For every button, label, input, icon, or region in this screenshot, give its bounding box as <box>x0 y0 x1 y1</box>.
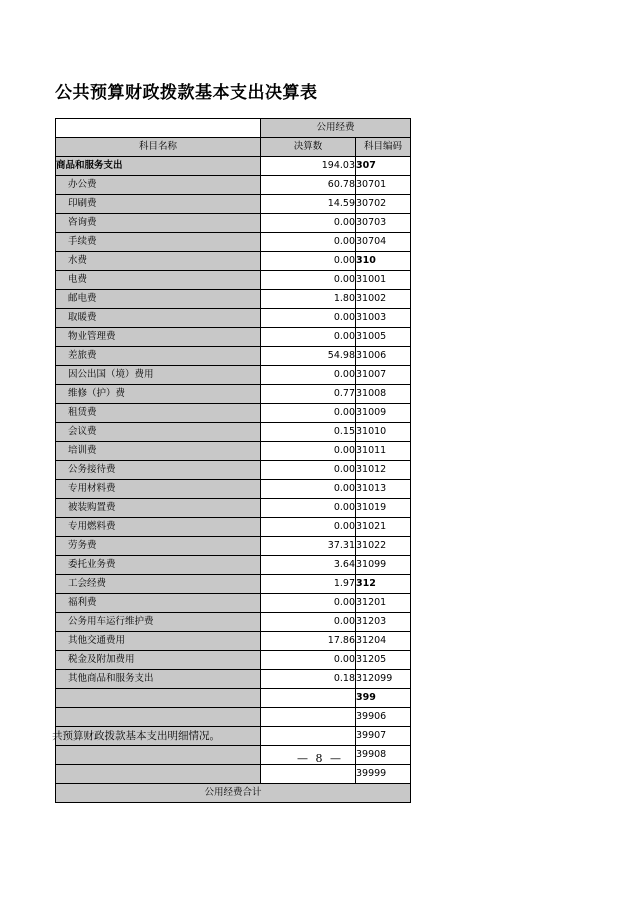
cell-subject-code: 31003 <box>356 309 411 328</box>
table-group-header-row <box>56 119 411 138</box>
table-row <box>56 537 411 556</box>
footnote-text: 共预算财政拨款基本支出明细情况。 <box>52 730 220 742</box>
total-label: 公用经费合计 <box>56 784 411 803</box>
table-row <box>56 689 411 708</box>
cell-subject-name: 商品和服务支出 <box>56 157 261 176</box>
cell-subject-code: 31011 <box>356 442 411 461</box>
table-row <box>56 404 411 423</box>
table-footer <box>56 784 411 803</box>
cell-final-amount: 0.00 <box>261 328 356 347</box>
table-row <box>56 651 411 670</box>
cell-subject-code: 31099 <box>356 556 411 575</box>
cell-final-amount: 60.78 <box>261 176 356 195</box>
cell-subject-code: 39907 <box>356 727 411 746</box>
cell-subject-code: 31203 <box>356 613 411 632</box>
table-row <box>56 632 411 651</box>
cell-subject-name: 专用燃料费 <box>56 518 261 537</box>
total-row <box>56 784 411 803</box>
budget-table-container <box>55 118 410 803</box>
cell-final-amount: 0.00 <box>261 233 356 252</box>
cell-subject-name: 专用材料费 <box>56 480 261 499</box>
table-row <box>56 366 411 385</box>
cell-subject-name: 劳务费 <box>56 537 261 556</box>
table-row <box>56 670 411 689</box>
cell-subject-name: 办公费 <box>56 176 261 195</box>
table-row <box>56 708 411 727</box>
cell-subject-code: 30701 <box>356 176 411 195</box>
cell-subject-name: 差旅费 <box>56 347 261 366</box>
cell-subject-code: 312099 <box>356 670 411 689</box>
cell-subject-code: 31201 <box>356 594 411 613</box>
cell-final-amount: 0.00 <box>261 461 356 480</box>
cell-final-amount: 17.86 <box>261 632 356 651</box>
cell-subject-name: 公务接待费 <box>56 461 261 480</box>
cell-subject-name <box>56 708 261 727</box>
table-row <box>56 195 411 214</box>
group-header-label: 公用经费 <box>261 119 411 138</box>
cell-subject-code: 307 <box>356 157 411 176</box>
cell-subject-code: 31005 <box>356 328 411 347</box>
cell-final-amount: 0.00 <box>261 366 356 385</box>
table-row <box>56 518 411 537</box>
cell-subject-name: 电费 <box>56 271 261 290</box>
cell-subject-name: 其他交通费用 <box>56 632 261 651</box>
cell-final-amount: 0.00 <box>261 404 356 423</box>
page-number: — 8 — <box>297 752 343 765</box>
cell-subject-code: 399 <box>356 689 411 708</box>
table-row <box>56 157 411 176</box>
cell-subject-name: 手续费 <box>56 233 261 252</box>
cell-subject-name: 因公出国（境）费用 <box>56 366 261 385</box>
cell-subject-name: 邮电费 <box>56 290 261 309</box>
cell-final-amount: 0.00 <box>261 613 356 632</box>
table-body <box>56 157 411 784</box>
budget-table <box>55 118 411 803</box>
cell-final-amount: 0.77 <box>261 385 356 404</box>
cell-subject-name: 被装购置费 <box>56 499 261 518</box>
cell-subject-name: 咨询费 <box>56 214 261 233</box>
table-row <box>56 556 411 575</box>
cell-final-amount: 1.97 <box>261 575 356 594</box>
cell-subject-name: 维修（护）费 <box>56 385 261 404</box>
table-header <box>56 119 411 157</box>
table-row <box>56 385 411 404</box>
cell-subject-name: 培训费 <box>56 442 261 461</box>
table-row <box>56 594 411 613</box>
table-row <box>56 423 411 442</box>
cell-subject-name: 印刷费 <box>56 195 261 214</box>
table-row <box>56 347 411 366</box>
table-row <box>56 290 411 309</box>
cell-subject-code: 31012 <box>356 461 411 480</box>
table-row <box>56 252 411 271</box>
cell-final-amount <box>261 727 356 746</box>
cell-subject-code: 312 <box>356 575 411 594</box>
cell-subject-code: 31019 <box>356 499 411 518</box>
cell-subject-code: 39999 <box>356 765 411 784</box>
cell-final-amount: 0.00 <box>261 518 356 537</box>
table-column-header-row <box>56 138 411 157</box>
cell-subject-code: 31013 <box>356 480 411 499</box>
cell-subject-name: 委托业务费 <box>56 556 261 575</box>
cell-final-amount: 194.03 <box>261 157 356 176</box>
cell-final-amount: 1.80 <box>261 290 356 309</box>
cell-subject-code: 31009 <box>356 404 411 423</box>
cell-final-amount: 37.31 <box>261 537 356 556</box>
cell-subject-code: 39906 <box>356 708 411 727</box>
cell-subject-code: 31022 <box>356 537 411 556</box>
cell-final-amount: 0.15 <box>261 423 356 442</box>
cell-final-amount: 0.00 <box>261 442 356 461</box>
cell-final-amount: 0.00 <box>261 309 356 328</box>
group-header-spacer <box>56 119 261 138</box>
cell-subject-code: 31204 <box>356 632 411 651</box>
cell-subject-name <box>56 689 261 708</box>
cell-subject-code: 31008 <box>356 385 411 404</box>
table-row <box>56 233 411 252</box>
cell-subject-code: 31205 <box>356 651 411 670</box>
cell-final-amount <box>261 708 356 727</box>
cell-subject-code: 310 <box>356 252 411 271</box>
cell-subject-code: 31010 <box>356 423 411 442</box>
table-row <box>56 309 411 328</box>
cell-subject-name: 物业管理费 <box>56 328 261 347</box>
cell-subject-name: 会议费 <box>56 423 261 442</box>
table-row <box>56 328 411 347</box>
column-header-name: 科目名称 <box>56 138 261 157</box>
cell-subject-name: 公务用车运行维护费 <box>56 613 261 632</box>
cell-subject-code: 30703 <box>356 214 411 233</box>
cell-final-amount: 14.59 <box>261 195 356 214</box>
table-row <box>56 214 411 233</box>
cell-final-amount: 0.18 <box>261 670 356 689</box>
cell-subject-code: 30702 <box>356 195 411 214</box>
cell-final-amount: 0.00 <box>261 480 356 499</box>
cell-subject-code: 31002 <box>356 290 411 309</box>
cell-subject-code: 31007 <box>356 366 411 385</box>
cell-subject-name: 税金及附加费用 <box>56 651 261 670</box>
cell-subject-code: 31001 <box>356 271 411 290</box>
table-row <box>56 499 411 518</box>
cell-subject-code: 30704 <box>356 233 411 252</box>
cell-final-amount: 0.00 <box>261 252 356 271</box>
cell-final-amount: 0.00 <box>261 499 356 518</box>
column-header-code: 科目编码 <box>356 138 411 157</box>
page-title: 公共预算财政拨款基本支出决算表 <box>55 83 318 103</box>
table-row <box>56 442 411 461</box>
cell-final-amount: 0.00 <box>261 271 356 290</box>
cell-subject-name: 其他商品和服务支出 <box>56 670 261 689</box>
table-row <box>56 765 411 784</box>
cell-subject-name: 福利费 <box>56 594 261 613</box>
table-row <box>56 461 411 480</box>
cell-final-amount <box>261 689 356 708</box>
cell-subject-name: 工会经费 <box>56 575 261 594</box>
cell-final-amount: 3.64 <box>261 556 356 575</box>
cell-subject-code: 31006 <box>356 347 411 366</box>
table-row <box>56 271 411 290</box>
table-row <box>56 176 411 195</box>
cell-final-amount: 0.00 <box>261 214 356 233</box>
column-header-value: 决算数 <box>261 138 356 157</box>
cell-subject-code: 39908 <box>356 746 411 765</box>
cell-subject-name: 水费 <box>56 252 261 271</box>
cell-subject-code: 31021 <box>356 518 411 537</box>
cell-final-amount: 0.00 <box>261 594 356 613</box>
cell-final-amount: 54.98 <box>261 347 356 366</box>
cell-final-amount <box>261 765 356 784</box>
table-row <box>56 575 411 594</box>
table-row <box>56 613 411 632</box>
cell-subject-name <box>56 765 261 784</box>
cell-subject-name: 取暖费 <box>56 309 261 328</box>
cell-subject-name: 租赁费 <box>56 404 261 423</box>
table-row <box>56 480 411 499</box>
cell-final-amount: 0.00 <box>261 651 356 670</box>
